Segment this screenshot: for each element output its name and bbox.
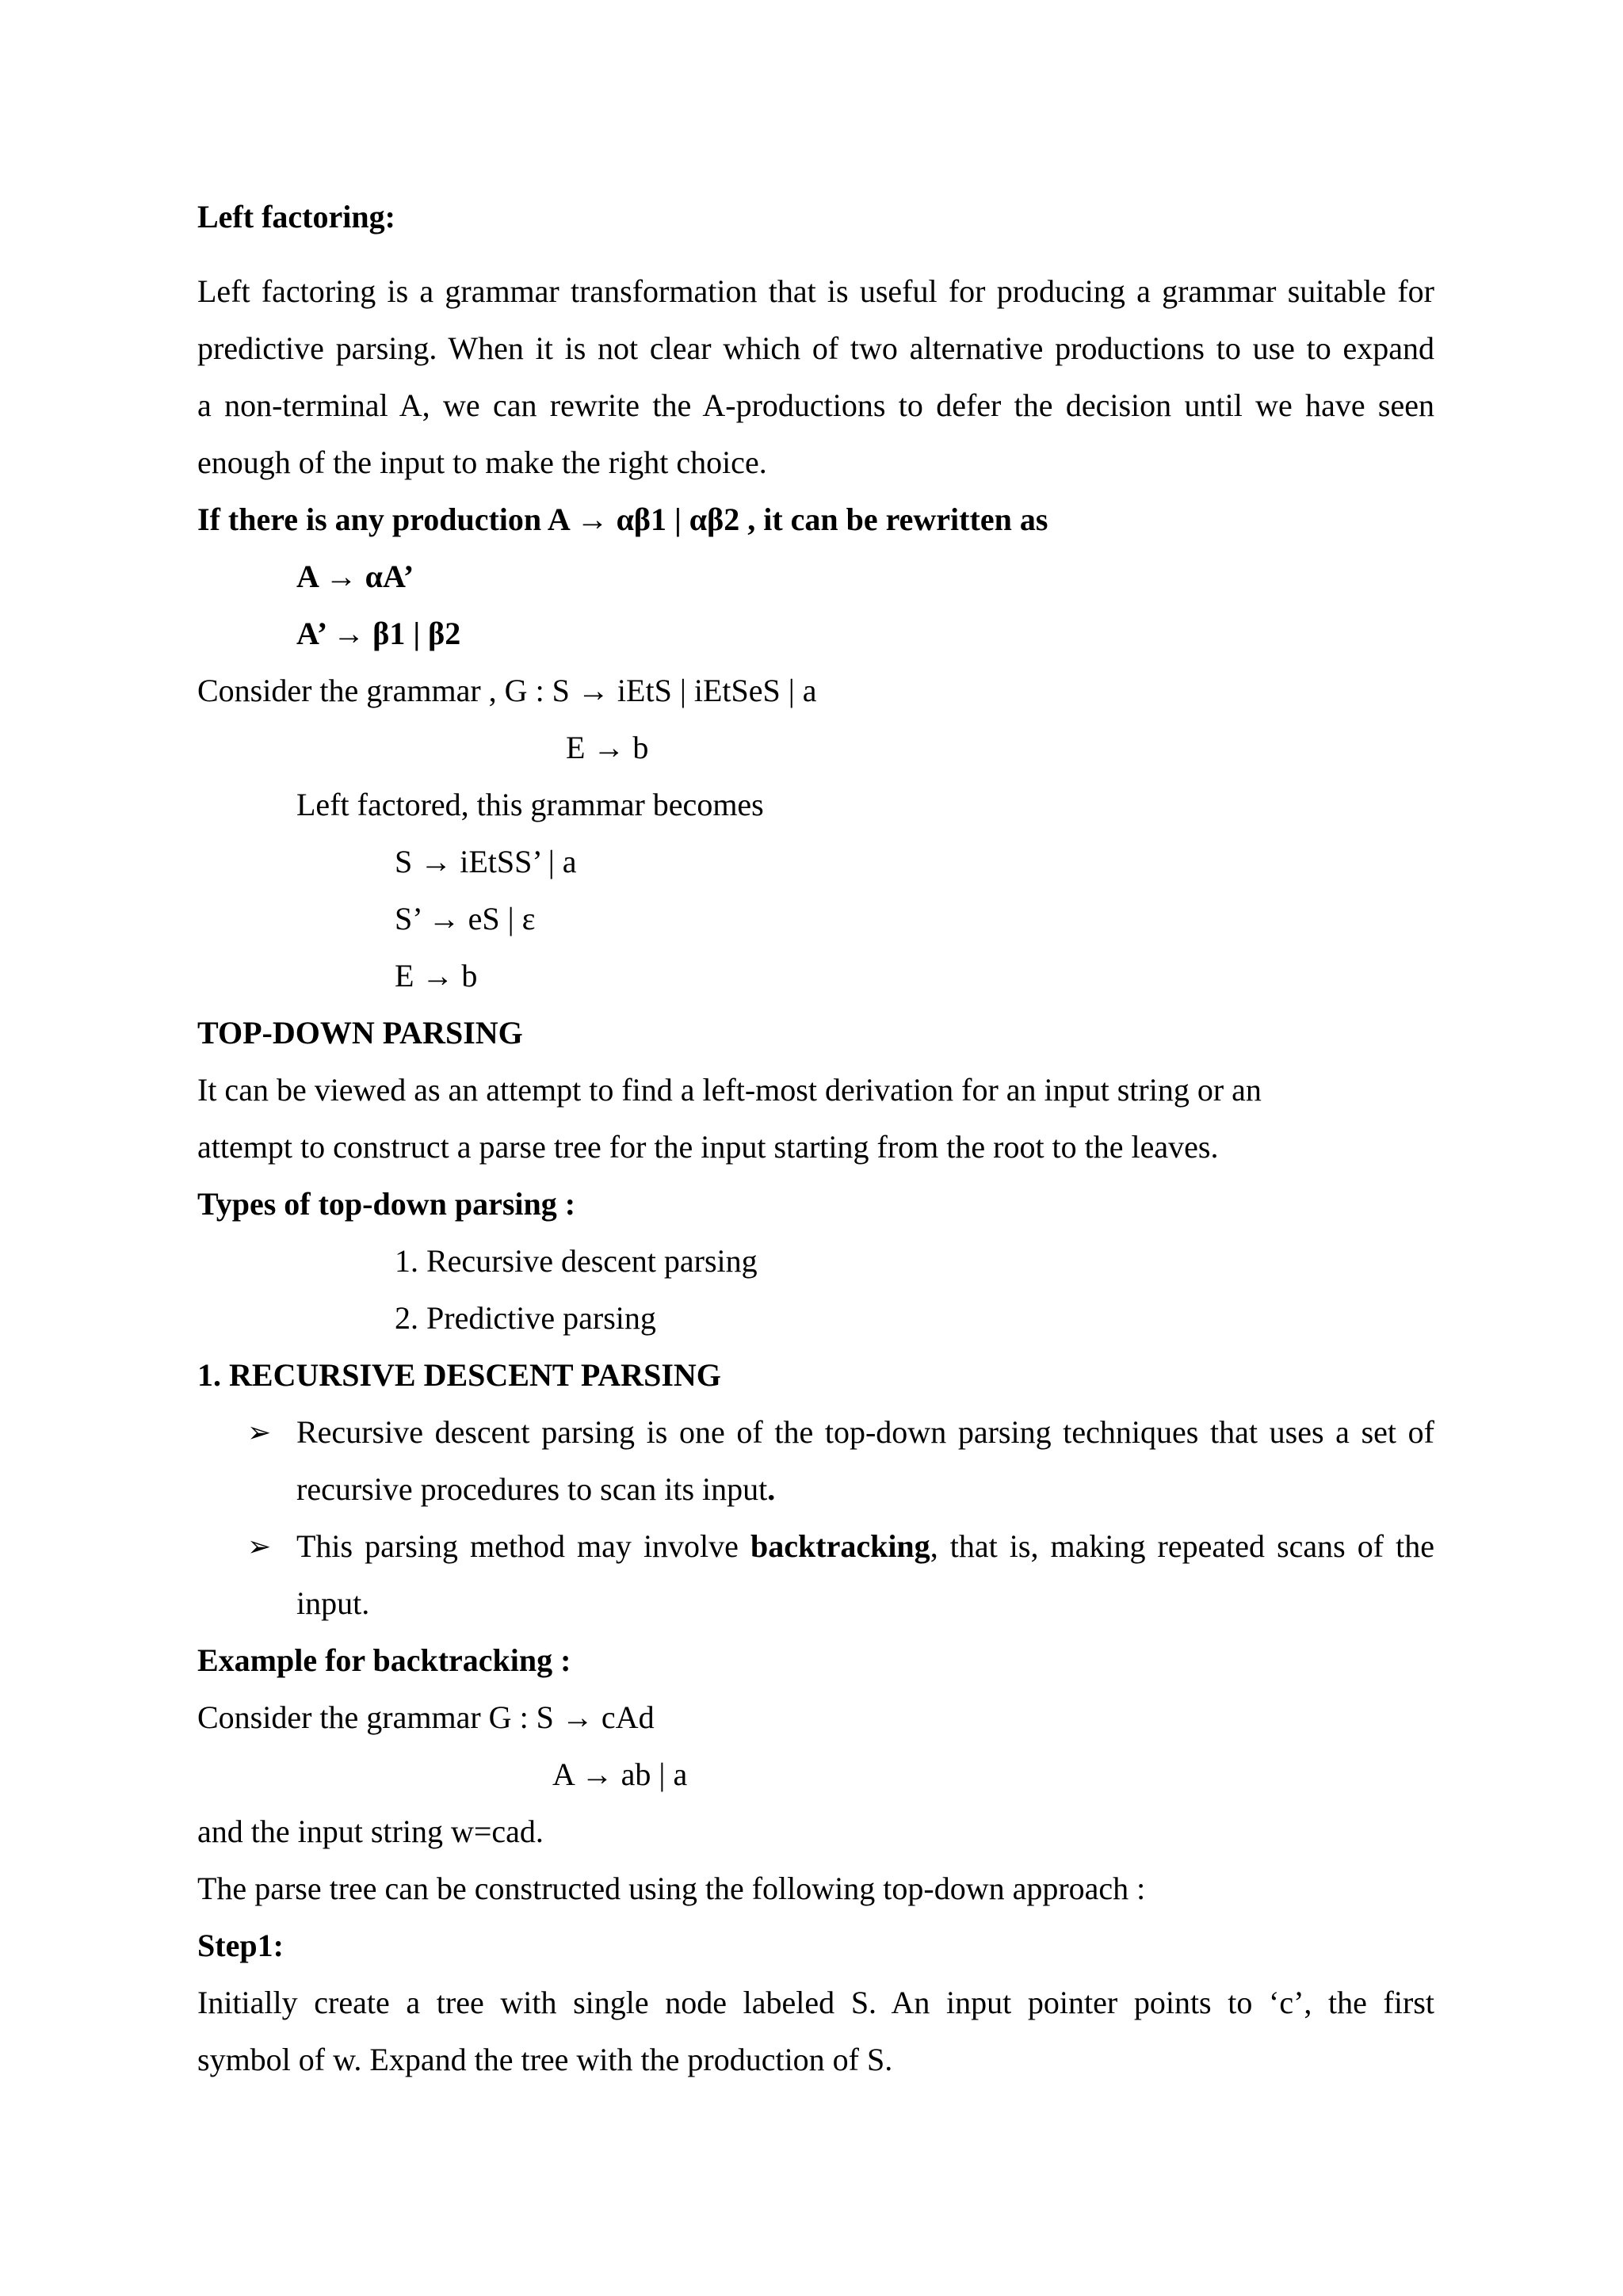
top-down-para-line: attempt to construct a parse tree for the input starting from the root to the leaves. <box>197 1129 1219 1165</box>
input-string-line: and the input string w=cad. <box>197 1814 544 1849</box>
factored-production: S → iEtSS’ | a <box>395 844 577 879</box>
left-factoring-para-line: Left factoring is a grammar transformation that is useful for producing a grammar suitable for <box>197 273 1434 309</box>
recursive-descent-heading: 1. RECURSIVE DESCENT PARSING <box>197 1357 721 1393</box>
types-list-item: 2. Predictive parsing <box>395 1300 656 1336</box>
left-factoring-para-line: predictive parsing. When it is not clear which of two alternative productions to use to expand <box>197 330 1434 366</box>
grammar-line: E → b <box>566 730 649 765</box>
step1-para-line: Initially create a tree with single node labeled S. An input pointer points to ‘c’, the first <box>197 1985 1434 2020</box>
bullet-2-line: This parsing method may involve backtracking, that is, making repeated scans of the <box>296 1528 1435 1564</box>
top-down-heading: TOP-DOWN PARSING <box>197 1015 523 1051</box>
approach-line: The parse tree can be constructed using the following top-down approach : <box>197 1871 1146 1906</box>
rule-intro: If there is any production A → αβ1 | αβ2 , it can be rewritten as <box>197 502 1048 537</box>
types-list-item: 1. Recursive descent parsing <box>395 1243 758 1279</box>
top-down-para-line: It can be viewed as an attempt to find a left-most derivation for an input string or an <box>197 1072 1262 1108</box>
backtracking-grammar: A → ab | a <box>552 1756 688 1792</box>
bullet-1-line: Recursive descent parsing is one of the top-down parsing techniques that uses a set of <box>296 1414 1434 1450</box>
bullet-1-line-2: recursive procedures to scan its input. <box>296 1471 776 1507</box>
rule-line: A → αA’ <box>296 559 414 594</box>
left-factoring-para-line: a non-terminal A, we can rewrite the A-productions to defer the decision until we have seen <box>197 387 1434 423</box>
arrow-bullet-icon: ➢ <box>247 1417 272 1448</box>
arrow-bullet-icon: ➢ <box>247 1531 272 1562</box>
factored-production: S’ → eS | ε <box>395 901 536 936</box>
factored-production: E → b <box>395 958 478 994</box>
bullet-2-line-2: input. <box>296 1585 370 1621</box>
rule-line: A’ → β1 | β2 <box>296 616 461 651</box>
backtracking-heading: Example for backtracking : <box>197 1642 571 1678</box>
left-factoring-para-line: enough of the input to make the right choice. <box>197 444 767 480</box>
types-heading: Types of top-down parsing : <box>197 1186 576 1222</box>
step1-heading: Step1: <box>197 1928 284 1963</box>
step1-para-line: symbol of w. Expand the tree with the production of S. <box>197 2042 893 2077</box>
left-factoring-heading: Left factoring: <box>197 199 395 235</box>
factored-intro: Left factored, this grammar becomes <box>296 787 764 822</box>
backtracking-grammar: Consider the grammar G : S → cAd <box>197 1699 655 1735</box>
grammar-line: Consider the grammar , G : S → iEtS | iEtSeS | a <box>197 673 817 708</box>
